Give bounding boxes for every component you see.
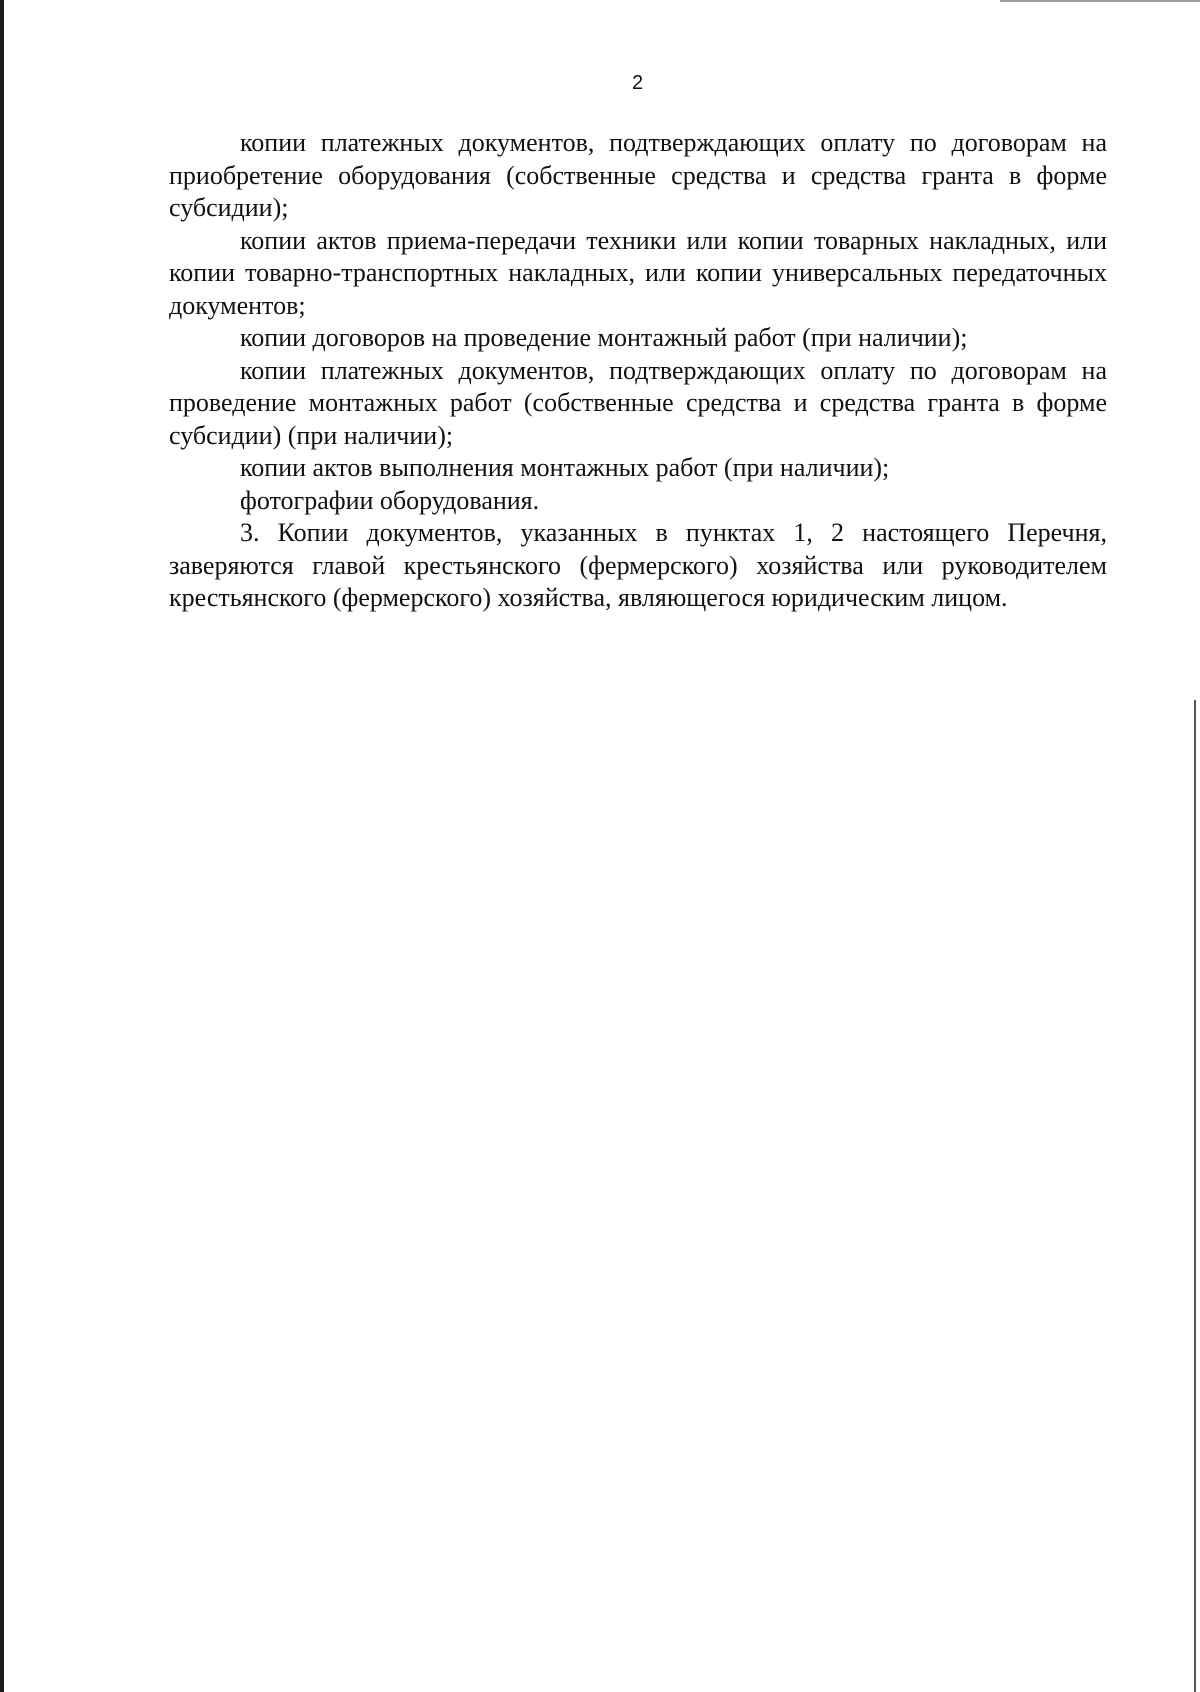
paragraph-item-3-certification: 3. Копии документов, указанных в пунктах 1, 2 настоящего Перечня, заверяются главой крестьянского (фермерского) хозяйства или руководителем крестьянского (фермерского) хозяйства, являющегося юридическим лицом. xyxy=(169,518,1107,612)
paragraph-equipment-photos: фотографии оборудования. xyxy=(240,485,540,515)
scan-edge-left xyxy=(0,0,4,1692)
paragraph-installation-contracts: копии договоров на проведение монтажный работ (при наличии); xyxy=(240,323,968,352)
scan-edge-right xyxy=(1194,700,1196,1692)
document-body xyxy=(169,127,1107,615)
scan-edge-top xyxy=(1000,0,1200,2)
paragraph-payment-docs-installation: копии платежных документов, подтверждающих оплату по договорам на проведение монтажных работ (собственные средства и средства гранта в форме субсидии) (при наличии); xyxy=(169,355,1107,450)
paragraph-transfer-acts: копии актов приема-передачи техники или копии товарных накладных, или копии товарно-транспортных накладных, или копии универсальных передаточных документов; xyxy=(169,225,1107,320)
paragraph-installation-acts: копии актов выполнения монтажных работ (при наличии); xyxy=(240,453,890,482)
paragraph-payment-docs-equipment: копии платежных документов, подтверждающих оплату по договорам на приобретение оборудования (собственные средства и средства гранта в форме субсидии); xyxy=(169,128,1107,222)
page-number: 2 xyxy=(631,72,644,94)
